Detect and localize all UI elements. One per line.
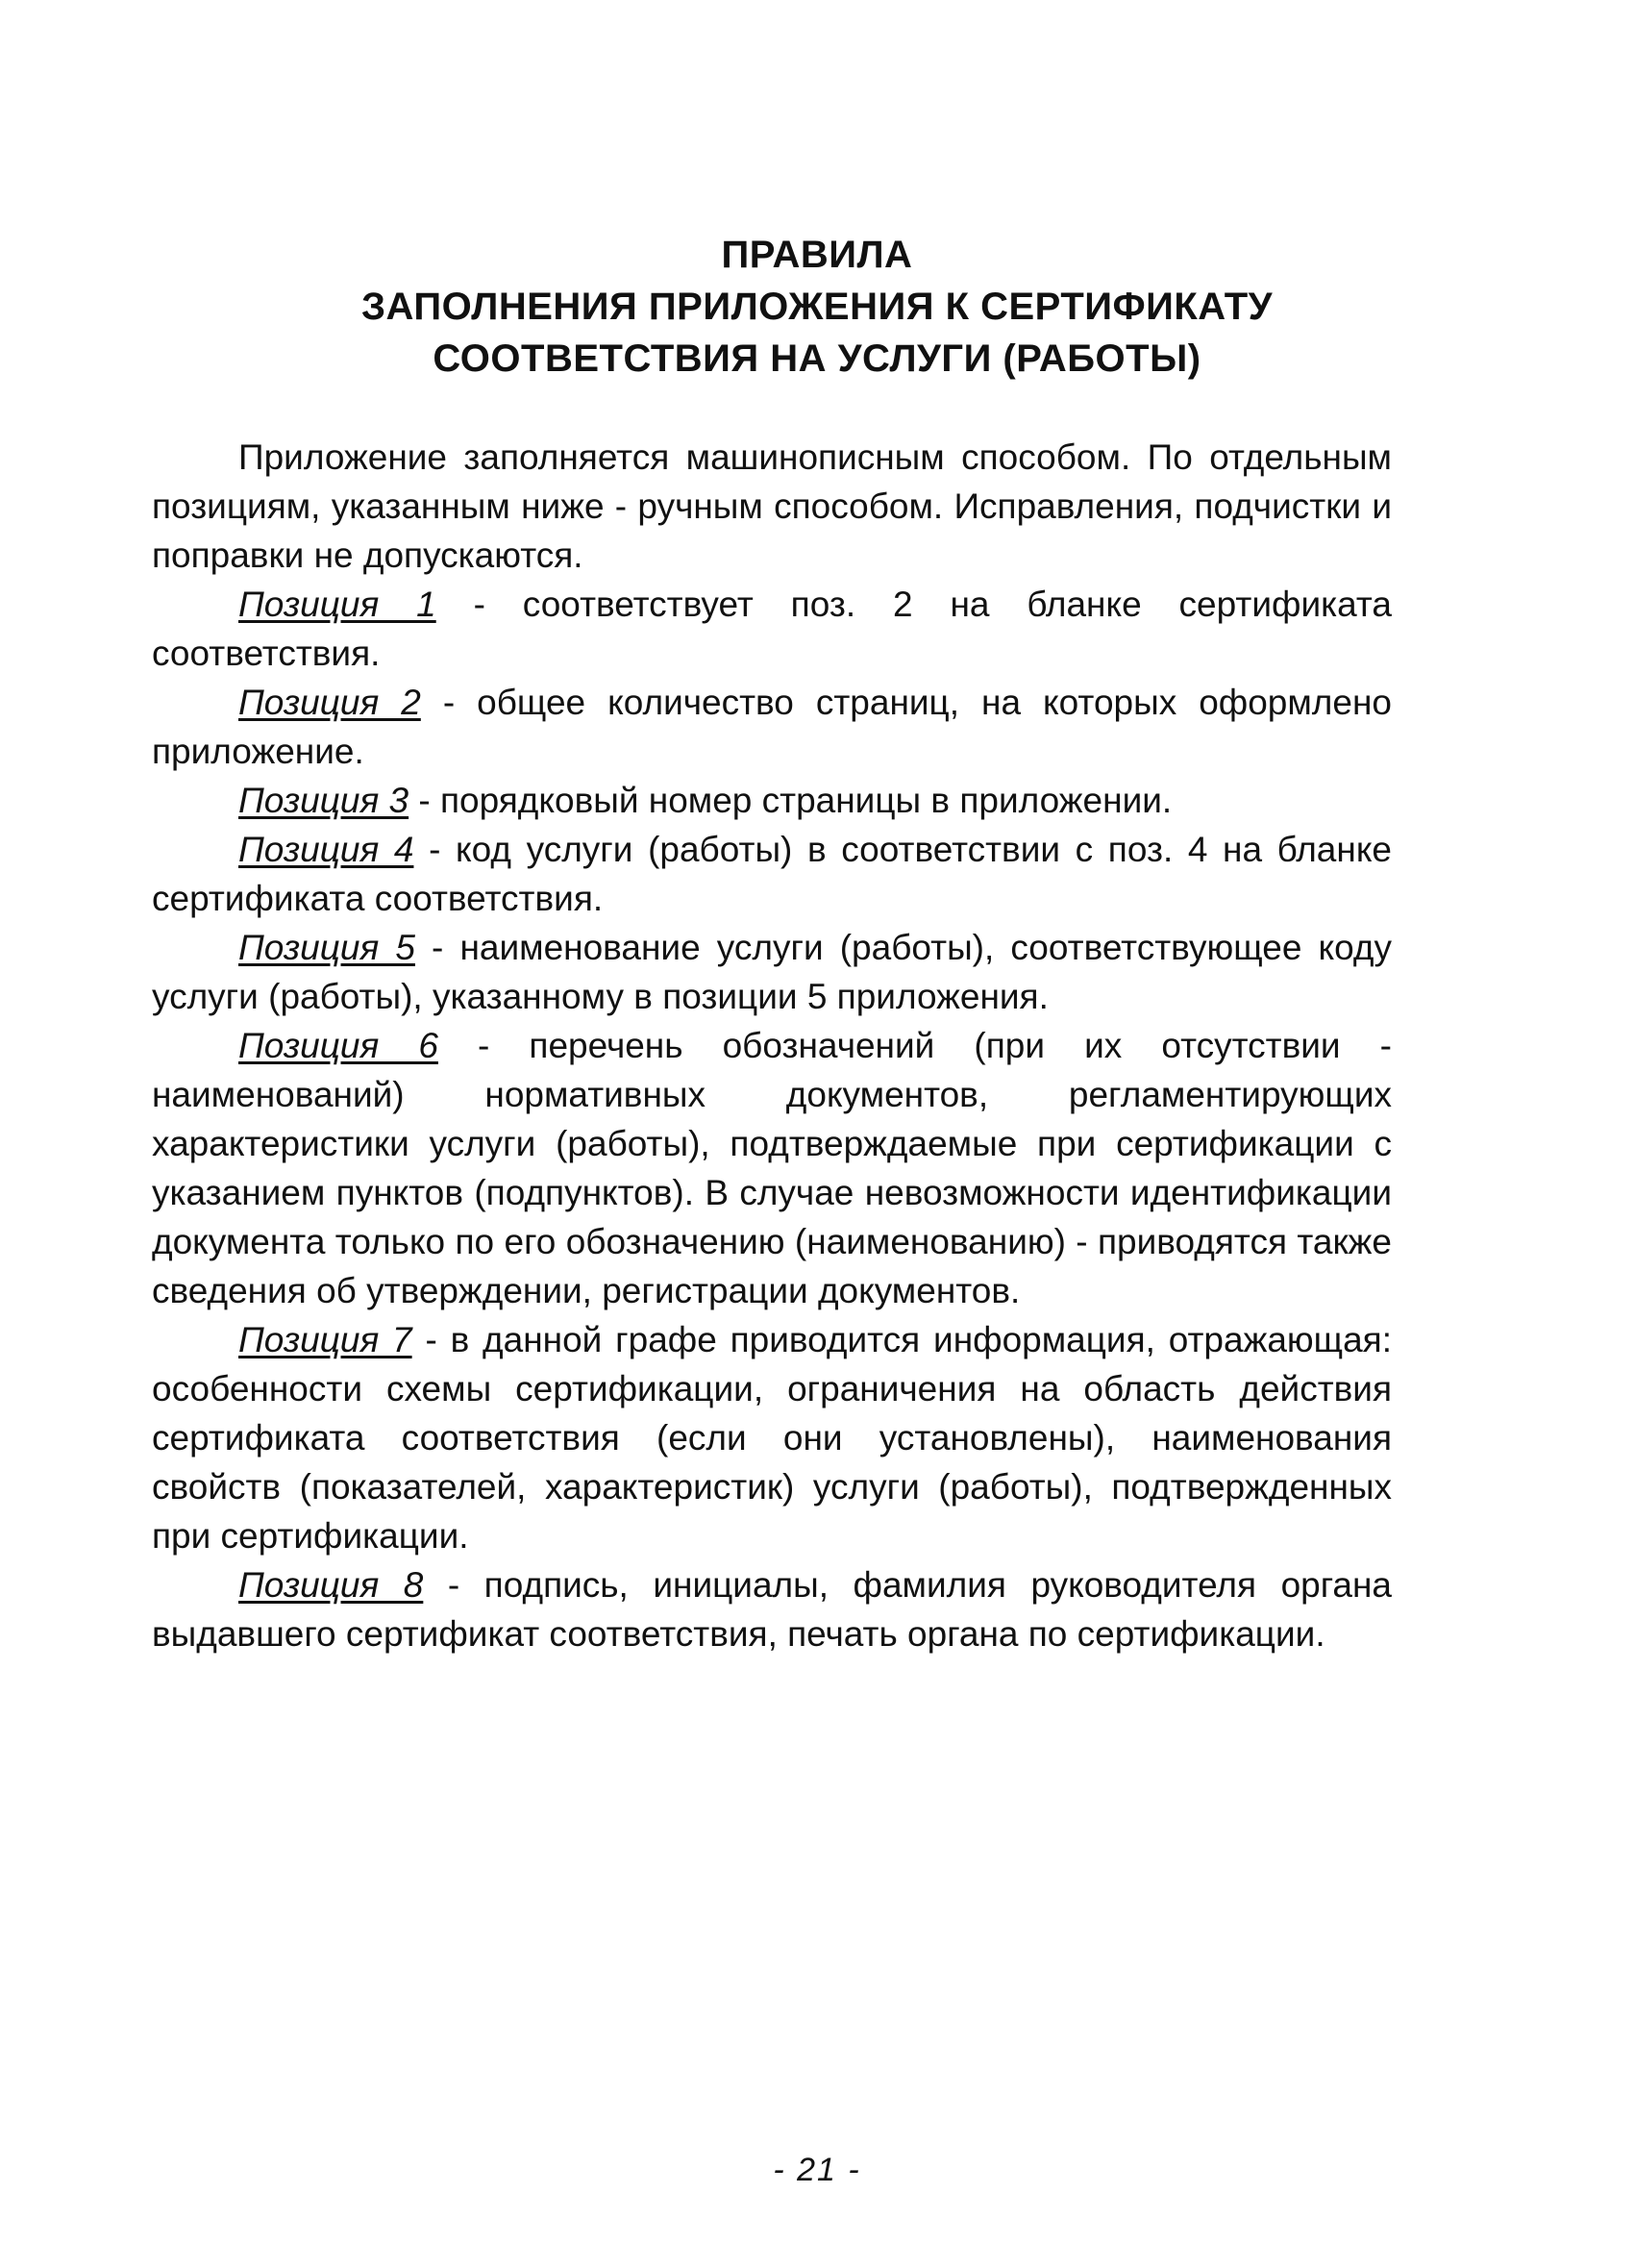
- position-5-text: - наименование услуги (работы), соответствующее коду услуги (работы), указанному в позиции 5 приложения.: [152, 928, 1392, 1016]
- position-6-paragraph: [152, 1021, 1392, 1315]
- position-1-paragraph: [152, 580, 1392, 678]
- position-2-paragraph: [152, 678, 1392, 776]
- title-line-3: СООТВЕТСТВИЯ НА УСЛУГИ (РАБОТЫ): [433, 337, 1201, 380]
- position-5-label: Позиция 5: [238, 928, 415, 967]
- position-6-text: - перечень обозначений (при их отсутствии - наименований) нормативных документов, регламентирующих характеристики услуги (работы), подтверждаемые при сертификации с указанием пунктов (подпунктов). В случае невозможности идентификации документа только по его обозначению (наименованию) - приводятся также сведения об утверждении, регистрации документов.: [152, 1026, 1392, 1310]
- position-3-text: - порядковый номер страницы в приложении.: [408, 781, 1173, 820]
- document-title: [144, 229, 1490, 385]
- title-line-2: ЗАПОЛНЕНИЯ ПРИЛОЖЕНИЯ К СЕРТИФИКАТУ: [360, 286, 1274, 328]
- position-8-paragraph: [152, 1560, 1392, 1658]
- title-line-1: ПРАВИЛА: [721, 234, 913, 276]
- position-8-label: Позиция 8: [238, 1565, 424, 1605]
- position-4-text: - код услуги (работы) в соответствии с поз. 4 на бланке сертификата соответствия.: [152, 830, 1392, 918]
- position-1-label: Позиция 1: [238, 585, 436, 624]
- position-5-paragraph: [152, 923, 1392, 1021]
- position-7-label: Позиция 7: [238, 1320, 412, 1359]
- intro-paragraph: Приложение заполняется машинописным способом. По отдельным позициям, указанным ниже - ручным способом. Исправления, подчистки и поправки не допускаются.: [152, 437, 1392, 575]
- position-3-label: Позиция 3: [238, 781, 409, 820]
- position-7-paragraph: [152, 1315, 1392, 1560]
- document-body: [152, 433, 1392, 1658]
- position-3-paragraph: [152, 776, 1392, 825]
- position-6-label: Позиция 6: [238, 1026, 438, 1065]
- position-4-paragraph: [152, 825, 1392, 923]
- position-4-label: Позиция 4: [238, 830, 414, 869]
- position-8-text: - подпись, инициалы, фамилия руководителя органа выдавшего сертификат соответствия, печать органа по сертификации.: [152, 1565, 1392, 1654]
- page-number: - 21 -: [773, 2152, 861, 2188]
- position-1-text: - соответствует поз. 2 на бланке сертификата соответствия.: [152, 585, 1392, 673]
- position-2-label: Позиция 2: [238, 683, 421, 722]
- position-7-text: - в данной графе приводится информация, отражающая: особенности схемы сертификации, ограничения на область действия сертификата соответствия (если они установлены), наименования свойств (показателей, характеристик) услуги (работы), подтвержденных при сертификации.: [152, 1320, 1392, 1556]
- position-2-text: - общее количество страниц, на которых оформлено приложение.: [152, 683, 1392, 771]
